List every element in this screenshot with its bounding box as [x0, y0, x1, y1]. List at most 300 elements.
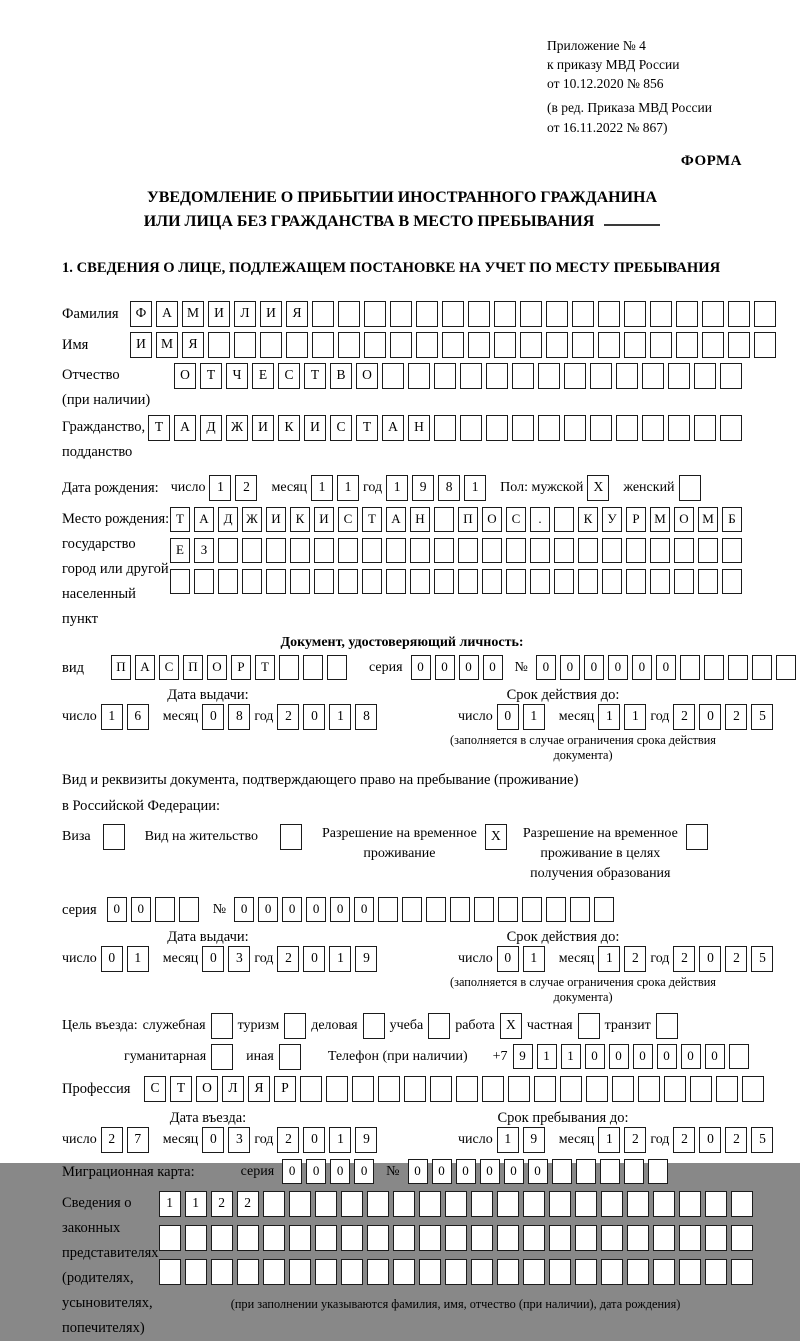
form-cell — [638, 1076, 660, 1102]
form-cell: 6 — [127, 704, 149, 730]
form-cell — [486, 363, 508, 389]
form-cell — [601, 1191, 623, 1217]
profession-label: Профессия — [62, 1080, 131, 1097]
form-cell — [538, 415, 560, 441]
form-cell: 1 — [337, 475, 359, 501]
form-cell — [185, 1259, 207, 1285]
form-cell — [716, 1076, 738, 1102]
form-cell: 0 — [705, 1044, 725, 1069]
purpose-option-delovaya: деловая — [311, 1017, 358, 1033]
form-cell — [698, 569, 718, 594]
form-cell: 0 — [330, 1159, 350, 1184]
form-cell — [530, 569, 550, 594]
form-cell — [679, 1191, 701, 1217]
form-cell: 8 — [438, 475, 460, 501]
form-cell — [668, 415, 690, 441]
form-cell — [315, 1225, 337, 1251]
birth-place-cells-2 — [170, 538, 742, 563]
birth-day-cells — [209, 475, 257, 501]
form-cell — [482, 569, 502, 594]
form-cell — [578, 1013, 600, 1039]
phone-label: Телефон (при наличии) — [327, 1048, 468, 1064]
form-cell — [498, 897, 518, 922]
form-cell — [456, 1076, 478, 1102]
seriya-label: серия — [62, 901, 97, 918]
form-cell — [315, 1191, 337, 1217]
form-cell — [576, 1159, 596, 1184]
form-cell: 0 — [657, 1044, 677, 1069]
form-cell — [650, 538, 670, 563]
identity-doc-note-row — [62, 730, 742, 763]
form-cell — [410, 569, 430, 594]
form-cell: 2 — [277, 704, 299, 730]
form-cell: Ж — [226, 415, 248, 441]
form-cell — [404, 1076, 426, 1102]
stay-until-day — [497, 1127, 545, 1153]
doc-issue-year — [277, 704, 377, 730]
form-cell — [575, 1191, 597, 1217]
form-cell: М — [182, 301, 204, 327]
doc-seriya-cells — [411, 655, 503, 680]
form-cell: 0 — [107, 897, 127, 922]
form-cell: 0 — [306, 1159, 326, 1184]
form-cell: 0 — [303, 704, 325, 730]
form-cell — [242, 569, 262, 594]
form-cell — [752, 655, 772, 680]
purpose-row-2 — [62, 1044, 742, 1070]
doc-type-label: вид — [62, 659, 84, 676]
rvp-education-label: Разрешение на временное проживание в целях получения образования — [522, 825, 678, 882]
form-cell — [523, 1225, 545, 1251]
form-cell — [159, 1259, 181, 1285]
form-cell — [602, 538, 622, 563]
form-cell — [754, 332, 776, 358]
residence-doc-note-row — [62, 972, 742, 1005]
day-label: число — [170, 479, 206, 495]
form-cell — [393, 1259, 415, 1285]
year-label: год — [650, 1131, 670, 1147]
form-cell — [468, 301, 490, 327]
form-cell — [650, 332, 672, 358]
entry-dates-headers — [62, 1110, 742, 1127]
form-cell — [572, 332, 594, 358]
form-cell: 0 — [497, 946, 519, 972]
form-cell — [289, 1191, 311, 1217]
form-cell — [430, 1076, 452, 1102]
form-cell — [497, 1225, 519, 1251]
form-cell — [705, 1225, 727, 1251]
form-cell: 2 — [237, 1191, 259, 1217]
form-cell — [474, 897, 494, 922]
form-cell: Т — [170, 1076, 192, 1102]
form-cell — [362, 569, 382, 594]
form-cell: 0 — [354, 1159, 374, 1184]
birth-place-label: Место рождения: государство город или другой населенный пункт — [62, 510, 170, 627]
valid-until-header: Срок действия до: — [506, 686, 620, 703]
purpose-turizm-checkbox — [284, 1013, 306, 1039]
identity-doc-dates-headers — [62, 687, 742, 704]
form-cell — [720, 415, 742, 441]
appendix-block — [547, 36, 742, 137]
form-cell: 0 — [585, 1044, 605, 1069]
form-cell: 1 — [561, 1044, 581, 1069]
form-cell — [289, 1225, 311, 1251]
rvp-issue-year — [277, 946, 377, 972]
form-cell: 0 — [131, 897, 151, 922]
form-cell — [326, 1076, 348, 1102]
form-cell — [103, 824, 125, 850]
form-cell — [653, 1225, 675, 1251]
form-cell — [393, 1225, 415, 1251]
form-cell: И — [208, 301, 230, 327]
form-cell — [704, 655, 724, 680]
form-cell: 0 — [432, 1159, 452, 1184]
form-cell: 0 — [258, 897, 278, 922]
form-cell: С — [338, 507, 358, 532]
form-cell — [442, 301, 464, 327]
form-cell — [211, 1259, 233, 1285]
form-cell — [686, 824, 708, 850]
form-cell — [208, 332, 230, 358]
form-cell — [702, 301, 724, 327]
form-cell: Л — [234, 301, 256, 327]
form-cell: И — [266, 507, 286, 532]
form-cell — [674, 538, 694, 563]
form-cell — [471, 1259, 493, 1285]
entry-year — [277, 1127, 377, 1153]
form-cell — [486, 415, 508, 441]
doc-issue-month — [202, 704, 250, 730]
form-cell — [434, 363, 456, 389]
profession-row — [62, 1076, 742, 1102]
form-cell: 0 — [282, 1159, 302, 1184]
form-cell — [416, 301, 438, 327]
form-cell — [624, 332, 646, 358]
residence-permit-label: Вид на жительство — [144, 828, 258, 844]
form-cell — [194, 569, 214, 594]
sex-female-label: женский — [623, 479, 675, 495]
form-cell — [731, 1225, 753, 1251]
form-cell — [554, 507, 574, 532]
form-cell: 5 — [751, 946, 773, 972]
form-cell — [549, 1225, 571, 1251]
form-cell — [601, 1259, 623, 1285]
rvp-valid-year — [673, 946, 773, 972]
form-cell — [211, 1013, 233, 1039]
form-cell: 9 — [412, 475, 434, 501]
entry-day — [101, 1127, 149, 1153]
purpose-ucheba-checkbox — [428, 1013, 450, 1039]
form-cell: 0 — [202, 946, 224, 972]
form-cell: Я — [286, 301, 308, 327]
form-cell — [626, 538, 646, 563]
form-cell — [179, 897, 199, 922]
form-cell: 9 — [355, 946, 377, 972]
form-cell — [590, 415, 612, 441]
representatives-note: (при заполнении указываются фамилия, имя, отчество (при наличии), дата рождения) — [230, 1296, 681, 1311]
form-cell: 2 — [277, 946, 299, 972]
form-cell — [648, 1159, 668, 1184]
year-label: год — [650, 708, 670, 724]
representatives-row — [62, 1191, 742, 1341]
form-cell — [508, 1076, 530, 1102]
form-cell — [419, 1259, 441, 1285]
form-cell — [426, 897, 446, 922]
form-cell: 1 — [329, 704, 351, 730]
form-cell: 0 — [656, 655, 676, 680]
form-cell — [458, 569, 478, 594]
form-cell — [263, 1225, 285, 1251]
form-cell — [679, 475, 701, 501]
title-underline — [604, 224, 660, 226]
form-cell: 0 — [699, 704, 721, 730]
form-cell — [386, 538, 406, 563]
entry-dates — [62, 1127, 766, 1153]
form-cell — [729, 1044, 749, 1069]
form-cell: П — [183, 655, 203, 680]
form-cell: С — [144, 1076, 166, 1102]
form-cell — [419, 1191, 441, 1217]
form-cell — [575, 1225, 597, 1251]
form-cell — [575, 1259, 597, 1285]
purpose-option-turizm: туризм — [237, 1017, 280, 1033]
form-cell: И — [130, 332, 152, 358]
form-cell — [367, 1225, 389, 1251]
migration-seriya-cells — [282, 1159, 374, 1184]
amendment-line: от 16.11.2022 № 867) — [547, 119, 668, 135]
day-label: число — [458, 708, 493, 724]
form-cell: А — [156, 301, 178, 327]
name-row — [62, 332, 742, 358]
form-cell: 0 — [608, 655, 628, 680]
form-cell: 0 — [681, 1044, 701, 1069]
form-cell — [705, 1259, 727, 1285]
form-cell — [506, 538, 526, 563]
form-cell — [314, 538, 334, 563]
form-cell: В — [330, 363, 352, 389]
purpose-option-inaya: иная — [246, 1048, 274, 1064]
form-cell — [679, 1225, 701, 1251]
form-cell — [594, 897, 614, 922]
year-label: год — [650, 950, 670, 966]
form-cell — [410, 538, 430, 563]
doc-nomer-cells — [536, 655, 796, 680]
form-cell — [690, 1076, 712, 1102]
year-label: год — [254, 1131, 274, 1147]
form-cell — [680, 655, 700, 680]
purpose-option-sluzhebnaya: служебная — [142, 1017, 206, 1033]
form-cell: 0 — [456, 1159, 476, 1184]
rvp-issue-day — [101, 946, 149, 972]
form-cell: А — [194, 507, 214, 532]
form-cell: 0 — [303, 946, 325, 972]
patronymic-row — [62, 363, 742, 413]
nomer-label: № — [386, 1163, 400, 1179]
form-cell — [616, 363, 638, 389]
surname-label: Фамилия — [62, 305, 119, 322]
form-cell — [284, 1013, 306, 1039]
form-cell — [523, 1191, 545, 1217]
form-cell: X — [500, 1013, 522, 1039]
form-cell: 0 — [282, 897, 302, 922]
purpose-chastnaya-checkbox — [578, 1013, 600, 1039]
form-cell — [234, 332, 256, 358]
migration-card-row — [62, 1159, 742, 1185]
residence-doc-options — [62, 824, 742, 885]
form-cell: К — [290, 507, 310, 532]
form-cell — [722, 538, 742, 563]
sex-male-checkbox — [587, 475, 609, 501]
entry-month — [202, 1127, 250, 1153]
profession-cells — [144, 1076, 764, 1102]
issue-date-header: Дата выдачи: — [167, 686, 249, 703]
visa-checkbox — [95, 824, 125, 850]
form-cell: 1 — [329, 946, 351, 972]
form-cell — [341, 1225, 363, 1251]
appendix-line: от 10.12.2020 № 856 — [547, 76, 664, 92]
form-cell — [728, 655, 748, 680]
form-cell: З — [194, 538, 214, 563]
form-cell: М — [156, 332, 178, 358]
form-cell — [626, 569, 646, 594]
form-cell: 5 — [751, 1127, 773, 1153]
form-cell: Т — [200, 363, 222, 389]
seriya-label: серия — [240, 1163, 275, 1179]
phone-prefix: +7 — [492, 1048, 508, 1064]
name-label: Имя — [62, 336, 89, 353]
form-cell: 8 — [228, 704, 250, 730]
form-cell: X — [587, 475, 609, 501]
surname-row — [62, 301, 742, 327]
month-label: месяц — [558, 1131, 595, 1147]
form-cell: 0 — [234, 897, 254, 922]
form-cell — [698, 538, 718, 563]
form-cell — [434, 415, 456, 441]
form-cell: 0 — [504, 1159, 524, 1184]
entry-date-header: Дата въезда: — [169, 1109, 247, 1126]
form-cell: 1 — [598, 946, 620, 972]
form-cell — [702, 332, 724, 358]
form-cell — [653, 1191, 675, 1217]
form-cell — [482, 1076, 504, 1102]
form-cell — [442, 332, 464, 358]
form-cell: И — [260, 301, 282, 327]
form-cell: 0 — [609, 1044, 629, 1069]
form-cell: Д — [200, 415, 222, 441]
form-cell — [471, 1191, 493, 1217]
form-cell — [624, 1159, 644, 1184]
form-cell — [705, 1191, 727, 1217]
form-cell: 0 — [435, 655, 455, 680]
rvp-checkbox — [477, 824, 507, 850]
nomer-label: № — [514, 659, 528, 675]
migration-card-label: Миграционная карта: — [62, 1163, 195, 1180]
form-cell — [312, 332, 334, 358]
form-cell — [578, 569, 598, 594]
form-cell: О — [356, 363, 378, 389]
form-cell: 1 — [185, 1191, 207, 1217]
form-cell: 1 — [329, 1127, 351, 1153]
form-cell: 0 — [699, 946, 721, 972]
form-cell — [286, 332, 308, 358]
visa-label: Виза — [62, 828, 91, 844]
stay-until-month — [598, 1127, 646, 1153]
form-cell — [731, 1259, 753, 1285]
form-cell — [570, 897, 590, 922]
form-cell: 1 — [159, 1191, 181, 1217]
form-cell: 0 — [632, 655, 652, 680]
form-cell — [520, 301, 542, 327]
form-cell — [602, 569, 622, 594]
form-cell: М — [698, 507, 718, 532]
doc-valid-day — [497, 704, 545, 730]
form-cell — [554, 538, 574, 563]
residence-doc-line-2: в Российской Федерации: — [62, 798, 221, 815]
form-cell: 0 — [584, 655, 604, 680]
form-cell — [266, 538, 286, 563]
month-label: месяц — [162, 708, 199, 724]
form-cell: . — [530, 507, 550, 532]
form-cell — [600, 1159, 620, 1184]
form-cell — [642, 415, 664, 441]
form-cell: 2 — [624, 946, 646, 972]
form-cell — [653, 1259, 675, 1285]
form-cell — [237, 1225, 259, 1251]
form-cell — [494, 332, 516, 358]
form-cell — [506, 569, 526, 594]
form-cell: 1 — [101, 704, 123, 730]
form-cell — [512, 363, 534, 389]
issue-date-header: Дата выдачи: — [167, 928, 249, 945]
form-cell: Р — [626, 507, 646, 532]
form-cell: 7 — [127, 1127, 149, 1153]
citizenship-label: Гражданство, подданство — [62, 418, 146, 460]
form-cell — [598, 332, 620, 358]
form-cell — [419, 1225, 441, 1251]
page-title — [62, 186, 742, 234]
form-cell: С — [506, 507, 526, 532]
form-cell: Л — [222, 1076, 244, 1102]
doc-valid-year — [673, 704, 773, 730]
year-label: год — [363, 479, 383, 495]
rvp-label: Разрешение на временное проживание — [321, 825, 477, 862]
month-label: месяц — [558, 708, 595, 724]
form-cell: 0 — [483, 655, 503, 680]
form-cell — [650, 301, 672, 327]
form-cell — [468, 332, 490, 358]
representatives-label: Сведения о законных представителях (родителях, усыновителях, попечителях) — [62, 1194, 159, 1336]
birth-date-row — [62, 475, 742, 501]
purpose-sluzhebnaya-checkbox — [211, 1013, 233, 1039]
form-cell — [616, 415, 638, 441]
form-cell: Т — [356, 415, 378, 441]
representatives-cells-2 — [159, 1225, 753, 1251]
form-cell: 2 — [725, 704, 747, 730]
form-cell — [279, 655, 299, 680]
form-cell — [546, 332, 568, 358]
representatives-cells-3 — [159, 1259, 753, 1285]
form-cell — [694, 415, 716, 441]
form-cell: 0 — [560, 655, 580, 680]
form-cell: Я — [248, 1076, 270, 1102]
birth-month-cells — [311, 475, 359, 501]
form-cell — [497, 1191, 519, 1217]
form-cell — [564, 415, 586, 441]
form-cell: 1 — [464, 475, 486, 501]
citizenship-row — [62, 415, 742, 465]
day-label: число — [62, 950, 97, 966]
form-cell: А — [174, 415, 196, 441]
